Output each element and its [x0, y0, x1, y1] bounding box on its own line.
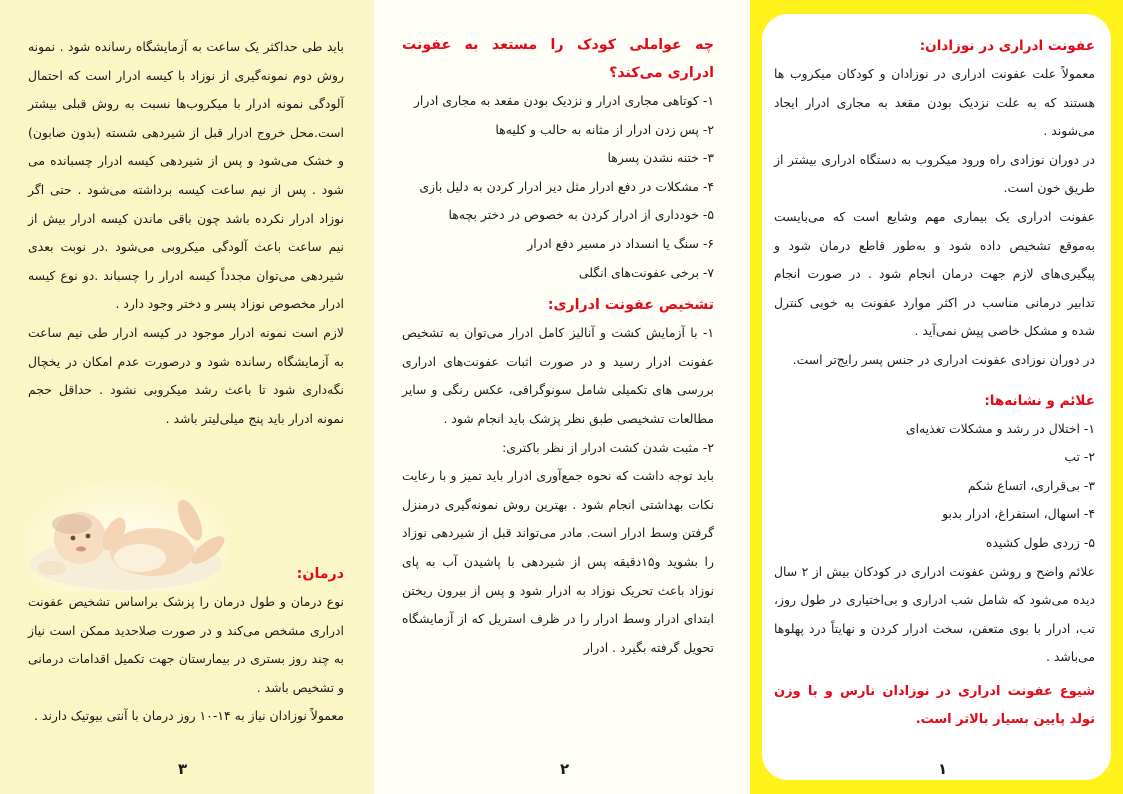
sample-delivery-note: لازم است نمونه ادرار موجود در کیسه ادرار طی نیم ساعت به آزمایشگاه رسانده شود و درصورت عدم امکان در یخچال نگه‌داری شود تا باعث رشد میکروبی نشود . حداقل حجم نمونه ادرار باید پنج میلی‌لیتر باشد . — [28, 324, 344, 426]
sign-item: ۱- اختلال در رشد و مشکلات تغذیه‌ای — [905, 420, 1095, 436]
page-number: ۳ — [178, 760, 188, 778]
middle-content — [402, 31, 714, 662]
panel-page-1 — [750, 0, 1123, 794]
factor-item: ۱- کوتاهی مجاری ادرار و نزدیک بودن مقعد به مجاری ادرار — [413, 93, 714, 108]
diagnosis-heading: تشخیص عفونت ادراری: — [547, 297, 714, 314]
factor-item: ۵- خودداری از ادرار کردن به خصوص در دختر بچه‌ها — [448, 207, 714, 223]
sign-item: ۵- زردی طول کشیده — [985, 534, 1095, 550]
diagnosis-culture: ۱- با آزمایش کشت و آنالیز کامل ادرار می‌توان به تشخیص عفونت ادرار رسید و در صورت اثبات عفونت‌های ادراری بررسی های تکمیلی شامل سونوگرافی، عکس رنگی و سایر مطالعات تشخیصی طبق نظر پزشک باید انجام شود . — [402, 325, 714, 426]
sign-item: ۲- تب — [1064, 449, 1095, 465]
signs-heading: علائم و نشانه‌ها: — [984, 392, 1095, 409]
risk-factors-heading: چه عواملی کودک را مستعد به عفونت ادراری می‌کند؟ — [402, 37, 714, 81]
factor-item: ۴- مشکلات در دفع ادرار مثل دیر ادرار کردن به دلیل بازی — [419, 178, 714, 194]
page-number: ۱ — [938, 760, 948, 778]
sampling-continuation: باید طی حداکثر یک ساعت به آزمایشگاه رسانده شود . نمونه روش دوم نمونه‌گیری از نوزاد با کیسه ادرار است که احتمال آلودگی نمونه ادرار با میکروب‌ها نسبت به روش قبلی بیشتر است.محل خروج ادرار قبل از شیردهی شسته (بدون صابون) و خشک می‌شود و پس از شیردهی کیسه ادرار چسبانده می شود . پس از نیم ساعت کیسه برداشته می‌شود . حتی اگر نوزاد ادرار نکرده باشد چون باقی ماندن کیسه ادرار بیش از نیم ساعت باعث آلودگی میکروبی می‌شود .در نوبت بعدی شیردهی می‌توان مجدداً کیسه ادرار را چسباند .دو نوع کیسه ادرار مخصوص نوزاد پسر و دختر وجود دارد . — [28, 39, 344, 312]
factor-item: ۳- ختنه نشدن پسرها — [607, 150, 714, 166]
factor-item: ۶- سنگ یا انسداد در مسیر دفع ادرار — [527, 235, 714, 251]
prevalence-highlight: شیوع عفونت ادراری در نوزادان نارس و با وزن تولد پایین بسیار بالاتر است. — [774, 683, 1095, 727]
intro-paragraph: عفونت ادراری یک بیماری مهم وشایع است که می‌بایست به‌موقع تشخیص داده شود و به‌طور قاطع درمان شود و پیگیری‌های لازم جهت درمان انجام شود . در صورت انجام تدابیر درمانی مناسب در اکثر موارد عفونت به خوبی کنترل شده و مشکل خاصی پیش نمی‌آید . — [774, 208, 1095, 339]
treatment-duration: معمولاً نوزادان نیاز به ۱۴-۱۰ روز درمان با آنتی بیوتیک دارند . — [34, 708, 344, 724]
right-content — [774, 32, 1095, 734]
page-number: ۲ — [560, 760, 570, 778]
treatment-section — [28, 560, 344, 731]
left-content — [28, 33, 344, 433]
treatment-text: نوع درمان و طول درمان را پزشک براساس تشخیص عفونت ادراری مشخص می‌کند و در صورت صلاحدید ممکن است نیاز به چند روز بستری در بیمارستان جهت تکمیل اقدامات درمانی و تشخیص باشد . — [28, 594, 344, 695]
panel-page-2 — [374, 0, 750, 794]
uti-newborn-heading: عفونت ادراری در نوزادان: — [919, 38, 1095, 54]
factor-item: ۷- برخی عفونت‌های انگلی — [578, 264, 714, 280]
treatment-heading: درمان: — [296, 566, 344, 582]
sign-item: ۳- بی‌قراری، اتساع شکم — [967, 477, 1095, 493]
diagnosis-collection: باید توجه داشت که نحوه جمع‌آوری ادرار باید تمیز و با رعایت نکات بهداشتی انجام شود . بهترین روش نمونه‌گیری درمنزل گرفتن وسط ادرار است. مادر می‌تواند قبل از شیردهی نوزاد را بشوید و۱۵دقیقه پس از شیردهی با پاشیدن آب به پای نوزاد باعث تحریک نوزاد به ادرار شود و پس از بیرون ریختن ابتدای ادرار وسط ادرار را در ظرف استریل که از آزمایشگاه تحویل گرفته بگیرد . ادرار — [402, 468, 714, 655]
factor-item: ۲- پس زدن ادرار از مثانه به حالب و کلیه‌ها — [495, 121, 714, 137]
panel-page-3 — [0, 0, 374, 794]
signs-note: علائم واضح و روشن عفونت ادراری در کودکان بیش از ۲ سال دیده می‌شود که شامل شب ادراری و بی‌اختیاری در طول روز، تب، ادرار با بوی متعفن، سخت ادرار کردن و نهایتاً درد پهلوها می‌باشد . — [774, 563, 1095, 665]
intro-paragraph: در دوران نوزادی عفونت ادراری در جنس پسر رایج‌تر است. — [792, 351, 1095, 367]
sign-item: ۴- اسهال، استفراغ، ادرار بدبو — [942, 506, 1095, 522]
diagnosis-positive-title: ۲- مثبت شدن کشت ادرار از نظر باکتری: — [502, 439, 714, 455]
intro-paragraph: در دوران نوزادی راه ورود میکروب به دستگاه ادراری بیشتر از طریق خون است. — [774, 151, 1095, 196]
intro-paragraph: معمولاً علت عفونت ادراری در نوزادان و کودکان میکروب ها هستند که به علت نزدیک بودن مقعد به مجاری ادرار ایجاد می‌شوند . — [774, 66, 1095, 139]
